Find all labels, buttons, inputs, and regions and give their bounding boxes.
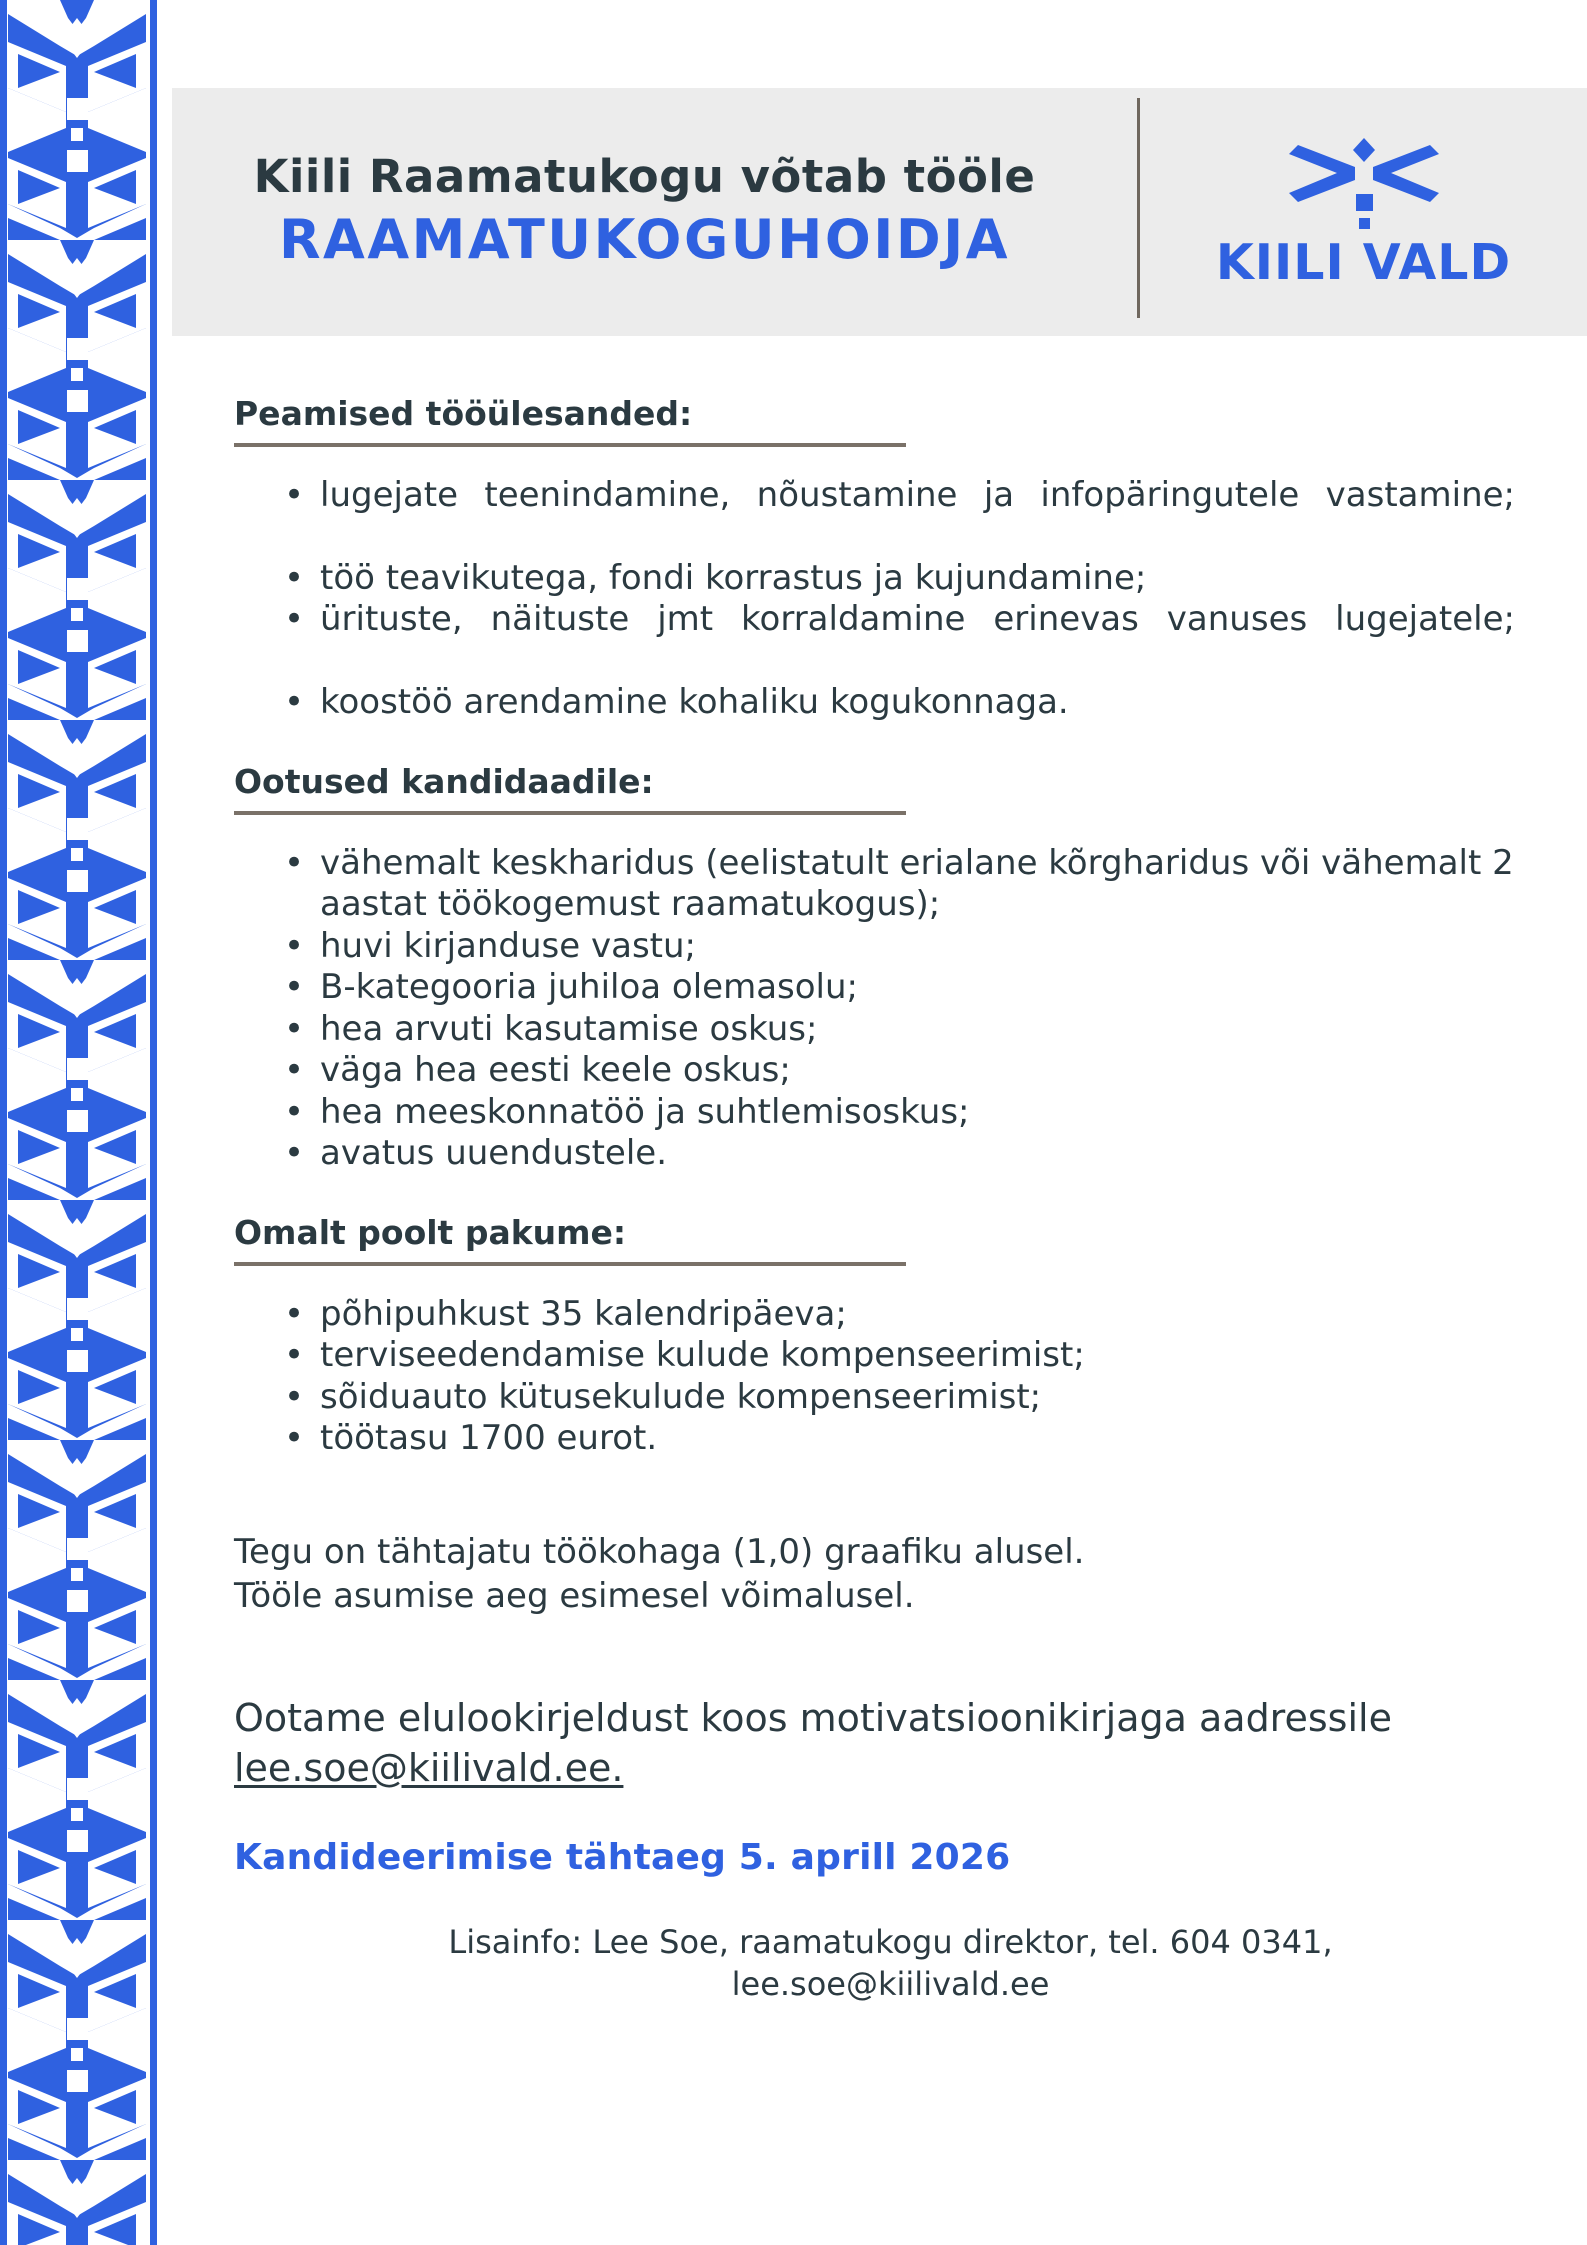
logo-wordmark: KIILI VALD: [1215, 233, 1512, 291]
list-item: • terviseedendamise kulude kompenseerimist;: [172, 1335, 1587, 1376]
section-heading: Peamised tööülesanded:: [234, 394, 693, 433]
terms-line-2: Tööle asumise aeg esimesel võimalusel.: [234, 1575, 915, 1616]
list-item: • väga hea eesti keele oskus;: [172, 1050, 1587, 1091]
section-heading: Ootused kandidaadile:: [234, 761, 654, 801]
application-instructions: [172, 1694, 1587, 1793]
decorative-folk-border: [0, 0, 172, 2245]
list-item: • ürituste, näituste jmt korraldamine erinevas vanuses lugejatele;: [172, 599, 1587, 682]
list-item: • töö teavikutega, fondi korrastus ja kujundamine;: [172, 558, 1587, 599]
contact-info: [172, 1922, 1587, 2005]
application-deadline: Kandideerimise tähtaeg 5. aprill 2026: [234, 1837, 1011, 1879]
section-tasks: [172, 394, 1587, 724]
offer-list: [172, 1294, 1587, 1460]
list-item: • avatus uuendustele.: [172, 1133, 1587, 1174]
list-item: • hea arvuti kasutamise oskus;: [172, 1009, 1587, 1050]
poster-header: [172, 88, 1587, 336]
apply-text: Ootame elulookirjeldust koos motivatsioonikirjaga aadressile: [234, 1696, 1392, 1741]
page-title: RAAMATUKOGUHOIDJA: [278, 208, 1011, 272]
poster-body: [172, 336, 1587, 2005]
border-rule-left: [0, 0, 7, 2245]
list-item: • sõiduauto kütusekulude kompenseerimist;: [172, 1377, 1587, 1418]
folk-pattern-band: [8, 0, 146, 2245]
employment-terms: [172, 1531, 1587, 1618]
border-rule-right: [150, 0, 157, 2245]
contact-line-2: lee.soe@kiilivald.ee: [731, 1964, 1050, 2003]
contact-line-1: Lisainfo: Lee Soe, raamatukogu direktor, tel. 604 0341,: [448, 1923, 1333, 1962]
list-item: • koostöö arendamine kohaliku kogukonnaga.: [172, 682, 1587, 723]
section-heading: Omalt poolt pakume:: [234, 1212, 627, 1252]
section-heading-wrap: [172, 1213, 1587, 1266]
application-email-link[interactable]: lee.soe@kiilivald.ee.: [234, 1745, 624, 1790]
heading-underline: [234, 1262, 906, 1266]
section-heading-wrap: [172, 762, 1587, 815]
section-expectations: [172, 762, 1587, 1175]
list-item: • B-kategooria juhiloa olemasolu;: [172, 967, 1587, 1008]
heading-underline: [234, 811, 906, 815]
list-item: • põhipuhkust 35 kalendripäeva;: [172, 1294, 1587, 1335]
list-item: • lugejate teenindamine, nõustamine ja infopäringutele vastamine;: [172, 475, 1587, 558]
section-heading-wrap: [172, 394, 1587, 447]
list-item: • huvi kirjanduse vastu;: [172, 926, 1587, 967]
municipality-logo: [1140, 88, 1587, 336]
list-item: • vähemalt keskharidus (eelistatult erialane kõrgharidus või vähemalt 2 aastat töökogemust raamatukogus);: [172, 843, 1587, 926]
section-offer: [172, 1213, 1587, 1460]
header-title-group: [172, 88, 1137, 336]
expectation-list: [172, 843, 1587, 1175]
terms-line-1: Tegu on tähtajatu töökohaga (1,0) graafiku alusel.: [234, 1532, 1085, 1573]
dragonfly-icon: [1281, 134, 1447, 230]
page-subtitle: Kiili Raamatukogu võtab tööle: [253, 149, 1036, 203]
heading-underline: [234, 443, 906, 447]
task-list: [172, 475, 1587, 724]
list-item: • hea meeskonnatöö ja suhtlemisoskus;: [172, 1092, 1587, 1133]
list-item: • töötasu 1700 eurot.: [172, 1418, 1587, 1459]
